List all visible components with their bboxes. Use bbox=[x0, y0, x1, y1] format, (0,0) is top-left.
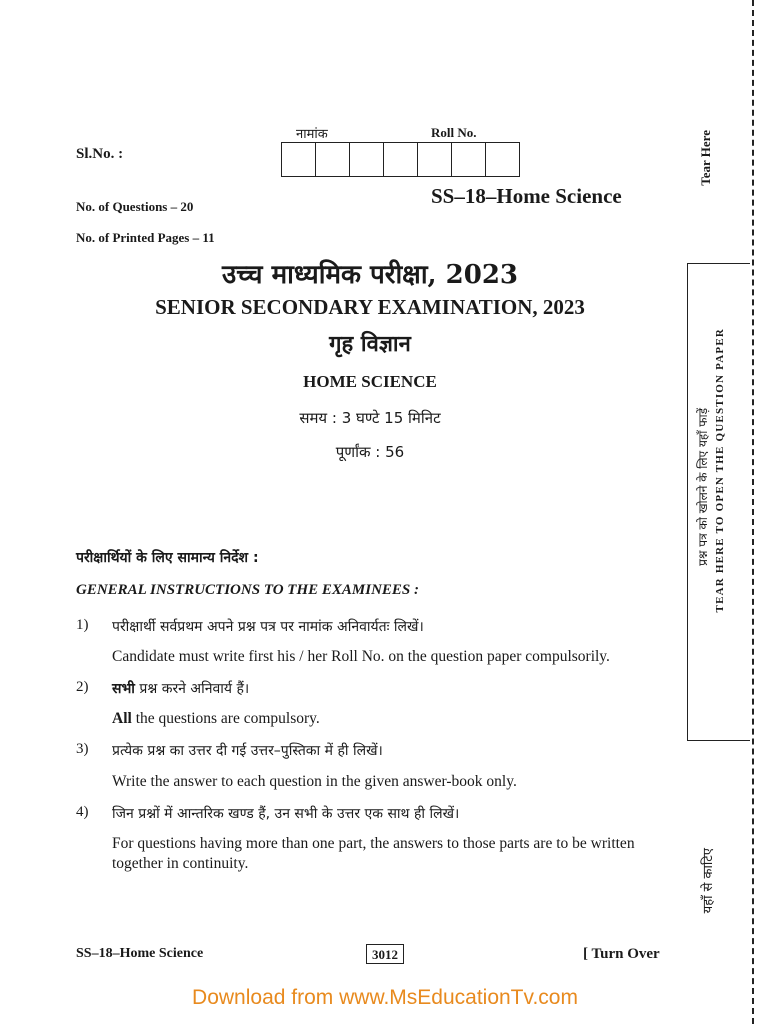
instruction-number: 4) bbox=[76, 804, 89, 820]
tear-here-label: Tear Here bbox=[698, 130, 713, 186]
instruction-number: 2) bbox=[76, 679, 89, 695]
exam-title-hindi: उच्च माध्यमिक परीक्षा, 2023 bbox=[221, 260, 519, 290]
instruction-hindi: परीक्षार्थी सर्वप्रथम अपने प्रश्न पत्र पर नामांक अनिवार्यतः लिखें। bbox=[112, 619, 424, 635]
instruction-english: For questions having more than one part, the answers to those parts are to be written together in continuity. bbox=[112, 835, 635, 872]
roll-number-box[interactable] bbox=[383, 142, 418, 177]
roll-label: Roll No. bbox=[431, 125, 477, 140]
roll-number-box[interactable] bbox=[485, 142, 520, 177]
footer-paper-code: SS–18–Home Science bbox=[76, 946, 204, 961]
instructions-heading-hindi: परीक्षार्थियों के लिए सामान्य निर्देश : bbox=[76, 550, 259, 566]
number-of-pages: No. of Printed Pages – 11 bbox=[76, 230, 215, 245]
instruction-hindi: जिन प्रश्नों में आन्तरिक खण्ड हैं, उन सभी के उत्तर एक साथ ही लिखें। bbox=[112, 806, 460, 822]
number-of-questions: No. of Questions – 20 bbox=[76, 199, 194, 214]
instruction-english: Candidate must write first his / her Roll No. on the question paper compulsorily. bbox=[112, 648, 610, 665]
instruction-english: Write the answer to each question in the given answer-book only. bbox=[112, 773, 517, 790]
instruction-hindi bbox=[112, 679, 249, 698]
instruction-english bbox=[112, 709, 672, 729]
instruction-hindi: प्रत्येक प्रश्न का उत्तर दी गई उत्तर–पुस्तिका में ही लिखें। bbox=[112, 743, 383, 759]
instruction-number: 3) bbox=[76, 741, 89, 757]
instructions-heading: GENERAL INSTRUCTIONS TO THE EXAMINEES : bbox=[76, 582, 419, 598]
paper-code: SS–18–Home Science bbox=[431, 184, 622, 208]
roll-number-boxes bbox=[282, 142, 520, 177]
exam-title: SENIOR SECONDARY EXAMINATION, 2023 bbox=[155, 295, 585, 319]
emphasis-all: All bbox=[112, 710, 132, 727]
subject-hindi: गृह विज्ञान bbox=[329, 331, 411, 357]
roll-number-box[interactable] bbox=[349, 142, 384, 177]
instruction-number: 1) bbox=[76, 617, 89, 633]
tear-dashed-line bbox=[752, 0, 754, 1024]
serial-number-label: Sl.No. : bbox=[76, 146, 124, 162]
instruction-hindi-text: प्रश्न करने अनिवार्य हैं। bbox=[134, 681, 250, 697]
page-code-box: 3012 bbox=[366, 944, 404, 964]
roll-number-box[interactable] bbox=[315, 142, 350, 177]
download-watermark[interactable]: Download from www.MsEducationTv.com bbox=[192, 986, 578, 1009]
tear-instruction: TEAR HERE TO OPEN THE QUESTION PAPER bbox=[714, 328, 726, 613]
max-marks: पूर्णांक : 56 bbox=[335, 443, 405, 461]
subject-title: HOME SCIENCE bbox=[303, 372, 437, 391]
exam-time: समय : 3 घण्टे 15 मिनिट bbox=[299, 409, 441, 427]
instruction-english-text: the questions are compulsory. bbox=[131, 710, 320, 727]
cut-here-label: यहाँ से काटिए bbox=[701, 848, 716, 914]
roll-number-box[interactable] bbox=[417, 142, 452, 177]
turn-over-label: [ Turn Over bbox=[583, 946, 660, 962]
tear-instruction-hindi: प्रश्न पत्र को खोलने के लिए यहाँ फाड़ें bbox=[696, 408, 710, 566]
roll-label-hindi: नामांक bbox=[296, 127, 328, 142]
emphasis-all-hindi: सभी bbox=[112, 681, 135, 697]
roll-number-box[interactable] bbox=[451, 142, 486, 177]
roll-number-box[interactable] bbox=[281, 142, 316, 177]
